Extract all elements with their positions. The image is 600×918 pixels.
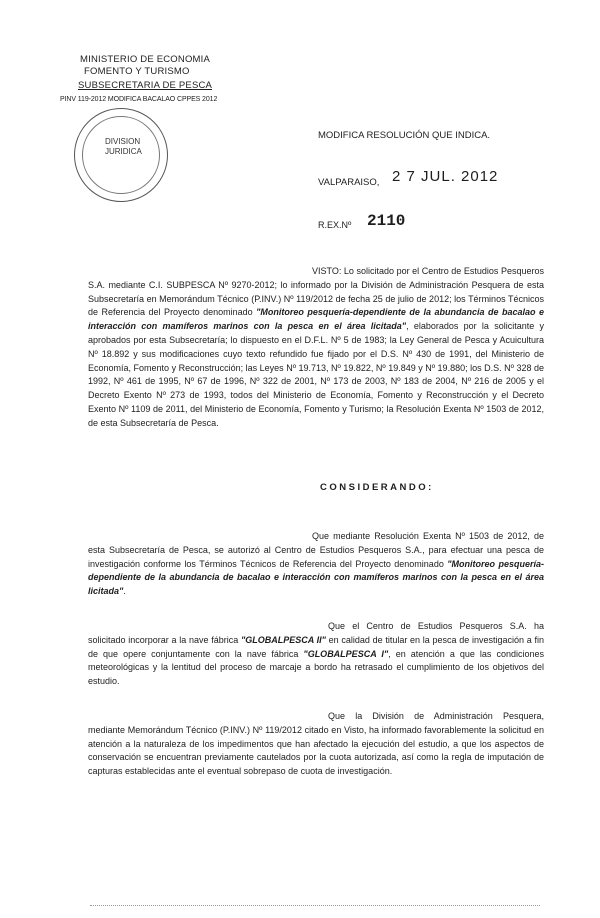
c2-vessel-2: "GLOBALPESCA I" [303,648,389,659]
considerando-2 [88,620,544,689]
division-juridica-stamp [74,108,168,202]
considerando-1 [88,530,544,599]
c3-text: Que la División de Administración Pesquera, mediante Memorándum Técnico (P.INV.) Nº 119/2012 citado en Visto, ha informado favorablemente la solicitud en atención a la naturaleza de los impedimentos que han afectado la ejecución del estudio, a que los aspectos de conservación se encuentran previamente cautelados por la cuota autorizada, así como la regla de imputación de capturas establecidas ante el eventual sobrepaso de cuota de investigación. [88,711,544,777]
c2-text-b: en calidad de titular en la pesca de investigación a fin de que opere conjuntamente con la nave fábrica [88,634,544,659]
resolution-label: R.EX.Nº [318,220,352,230]
subsecretaria-line: SUBSECRETARIA DE PESCA [78,80,213,91]
place-label: VALPARAISO, [318,177,380,188]
c1-text-b: . [123,586,126,597]
resolution-date: 2 7 JUL. 2012 [392,168,499,185]
c2-text-a: Que el Centro de Estudios Pesqueros S.A. ha solicitado incorporar a la nave fábrica [88,621,544,645]
stamp-line2: JURIDICA [105,147,142,156]
ministry-subline: FOMENTO Y TURISMO [84,66,190,77]
c2-vessel-1: "GLOBALPESCA II" [240,634,326,645]
resolution-number: 2110 [367,212,406,230]
stamp-line1: DIVISION [105,137,141,146]
subject-line: MODIFICA RESOLUCIÓN QUE INDICA. [318,130,491,141]
file-reference: PINV 119-2012 MODIFICA BACALAO CPPES 2012 [60,96,218,103]
visto-paragraph [88,265,544,431]
considerando-3 [88,710,544,779]
visto-text-2: , elaborados por la solicitante y aprobados por esta Subsecretaría; lo dispuesto en el D.F.L. Nº 5 de 1983; la Ley General de Pesca y Acuicultura Nº 18.892 y sus modificaciones cuyo texto refundido fue fijado por el D.S. Nº 430 de 1991, del Ministerio de Economía, Fomento y Reconstrucción; las Leyes Nº 19.713, Nº 19.822, Nº 19.849 y Nº 19.880; los D.S. Nº 328 de 1992, Nº 461 de 1995, Nº 67 de 1996, Nº 322 de 2001, Nº 173 de 2003, Nº 183 de 2004, Nº 216 de 2005 y el Decreto Exento Nº 273 de 1993, todos del Ministerio de Economía, Fomento y Reconstrucción y el Decreto Exento Nº 1109 de 2011, del Ministerio de Economía, Fomento y Turismo; la Resolución Exenta Nº 1503 de 2012, de esta Subsecretaría de Pesca. [88,321,544,428]
ministry-line: MINISTERIO DE ECONOMIA [80,54,211,65]
c2-text-c: , en atención a que las condiciones meteorológicas y la lentitud del proceso de marcaje a bordo ha retrasado el cumplimiento de los objetivos del estudio. [88,648,544,687]
visto-text-1: VISTO: Lo solicitado por el Centro de Estudios Pesqueros S.A. mediante C.I. SUBPESCA Nº 9270-2012; lo informado por la División de Administración Pesquera de esta Subsecretaría en Memorándum Técnico (P.INV.) Nº 119/2012 de fecha 25 de julio de 2012; los Términos Técnicos de Referencia del Proyecto denominado [88,266,544,318]
visto-project-title: "Monitoreo pesquería-dependiente de la abundancia de bacalao e interacción con mamíferos marinos con la pesca en el área licitada" [88,307,545,332]
c1-text-a: Que mediante Resolución Exenta Nº 1503 de 2012, de esta Subsecretaría de Pesca, se autorizó al Centro de Estudios Pesqueros S.A., para efectuar una pesca de investigación conforme los Términos Técnicos de Referencia del Proyecto denominado [88,531,544,569]
considerando-heading: CONSIDERANDO: [320,482,434,493]
footer-divider [90,905,540,906]
c1-project-title: "Monitoreo pesquería-dependiente de la abundancia de bacalao e interacción con mamíferos marinos con la pesca en el área licitada" [88,558,544,597]
